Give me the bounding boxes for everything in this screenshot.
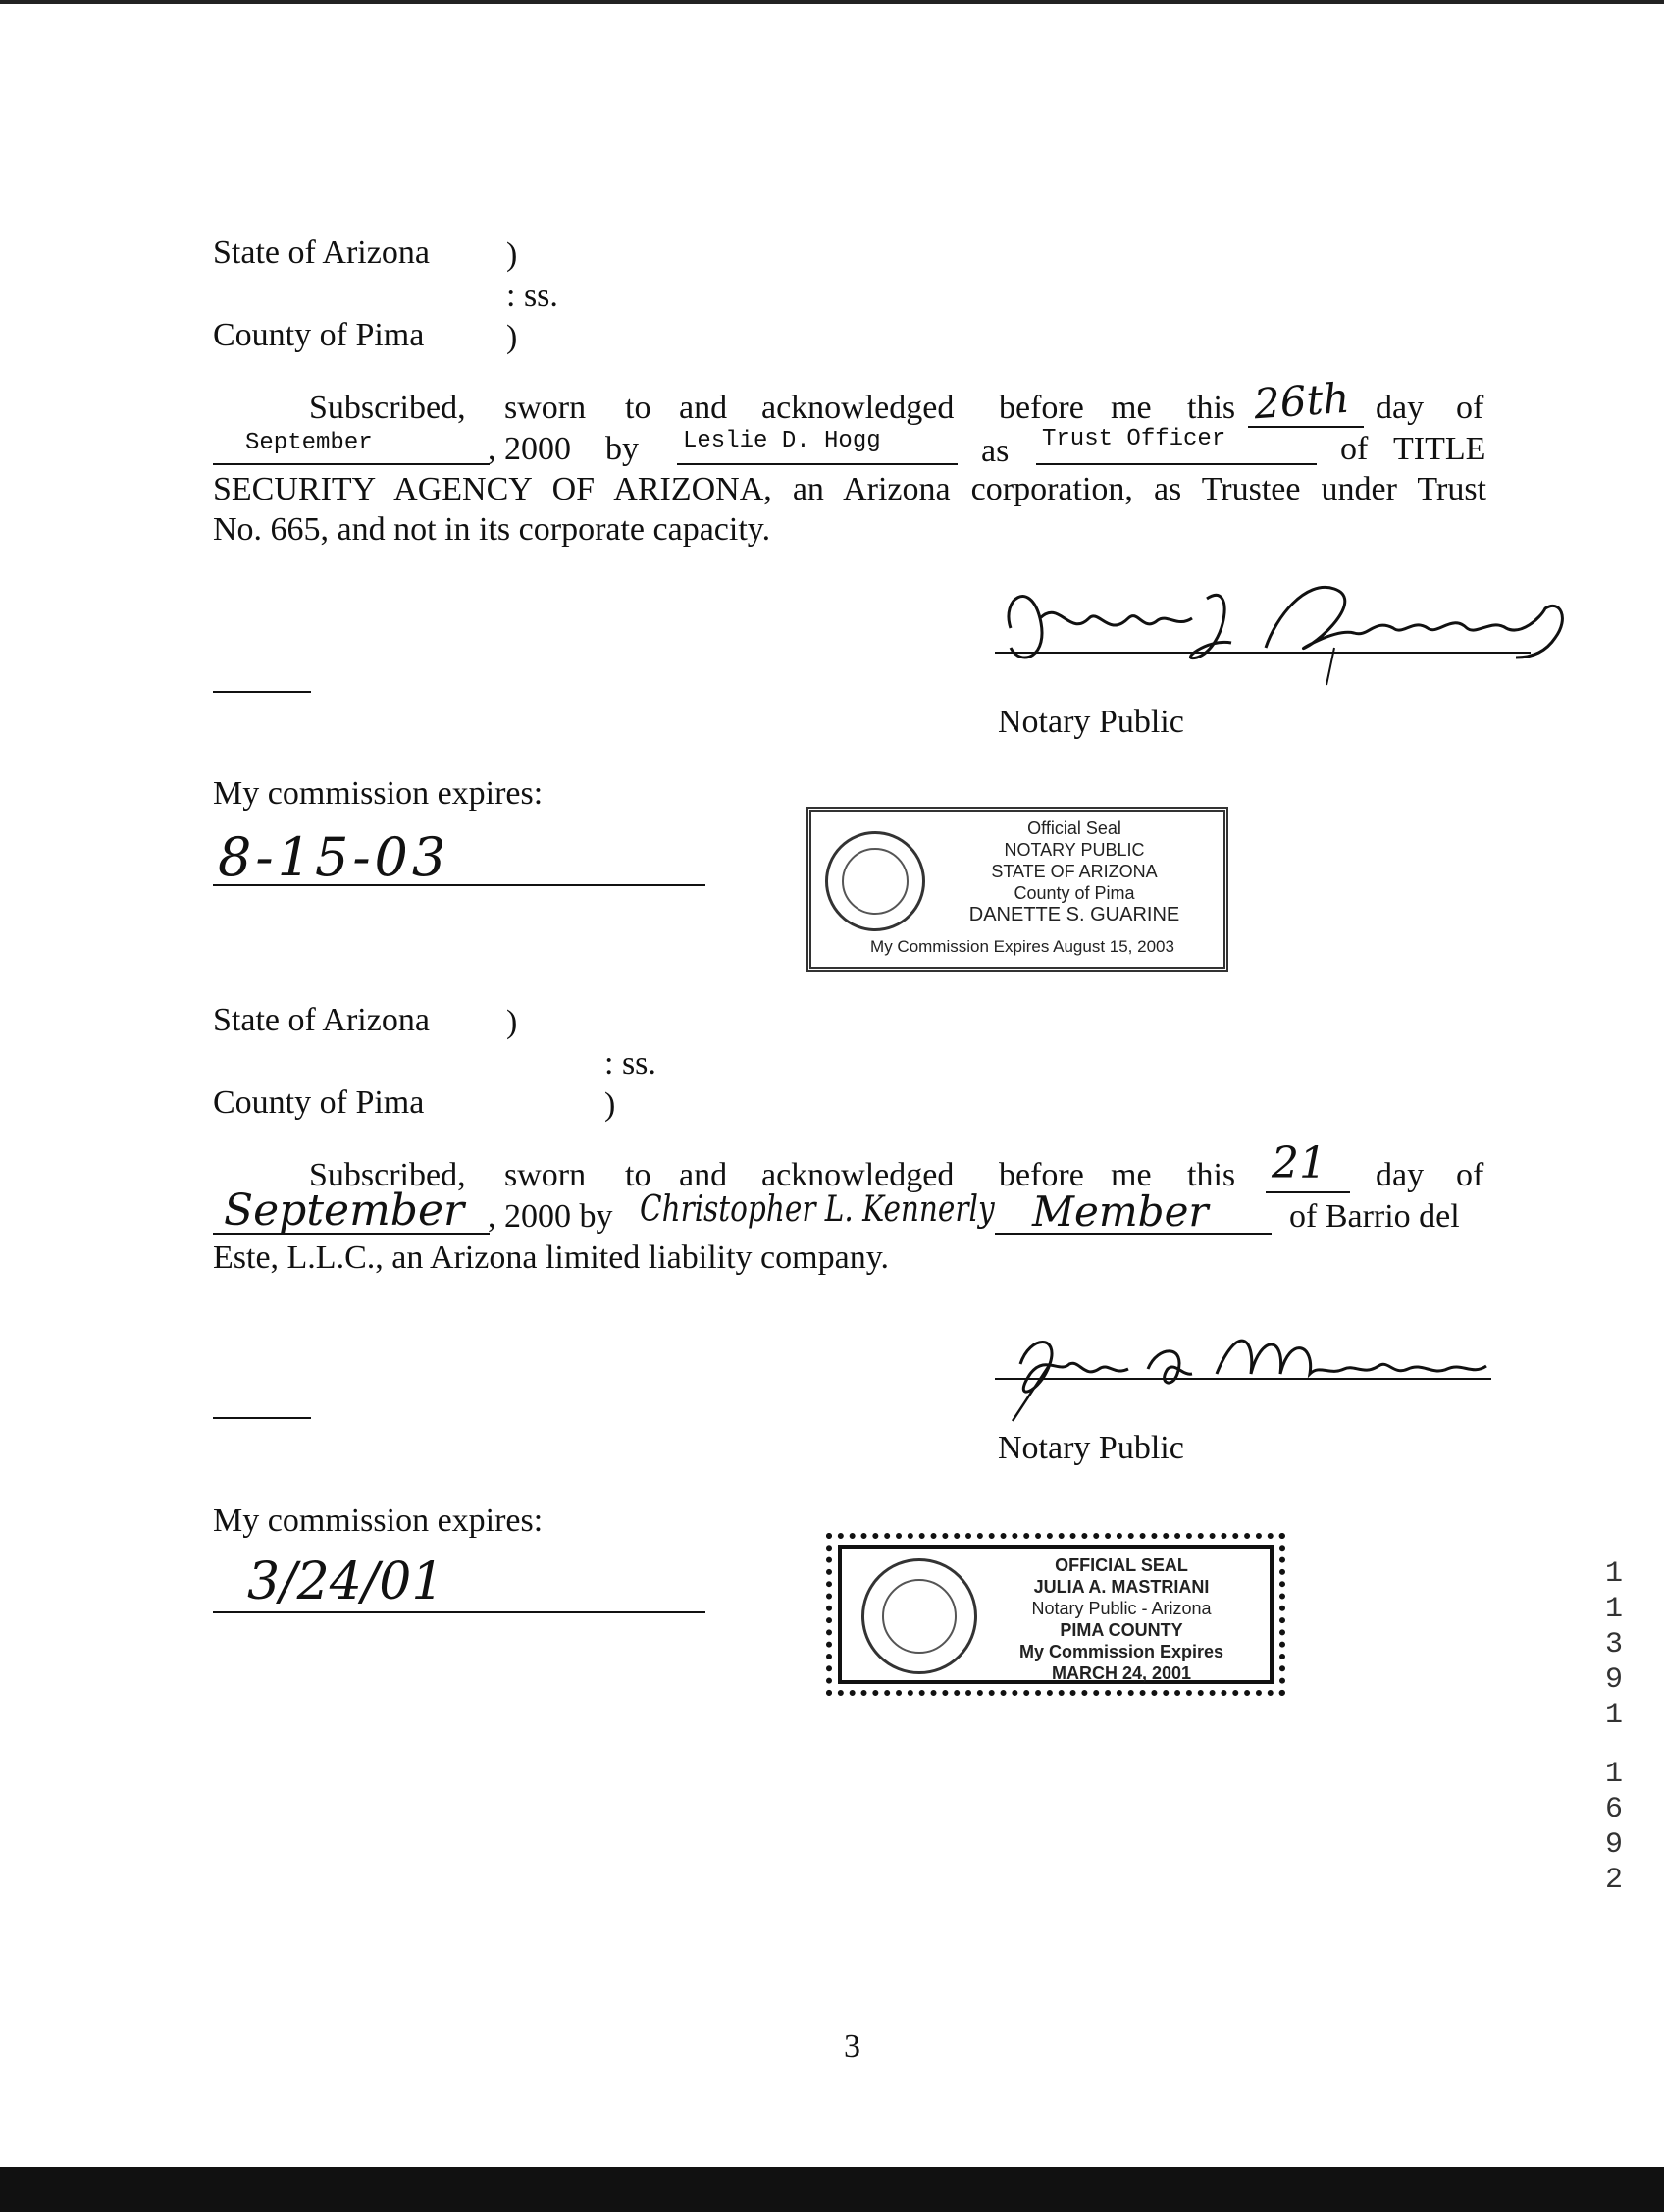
title-underline-1: [1036, 463, 1317, 465]
notary-public-label-2: Notary Public: [998, 1430, 1184, 1466]
word: to: [625, 390, 651, 426]
notary-public-label-1: Notary Public: [998, 704, 1184, 740]
handwritten-role-2: Member: [1032, 1187, 1209, 1236]
handwritten-day-1: 26th: [1252, 373, 1351, 429]
ss-label-2: : ss.: [604, 1045, 656, 1081]
word: Subscribed,: [309, 1157, 466, 1193]
side-digit: 6: [1604, 1793, 1623, 1826]
commission-line-2: [213, 1611, 705, 1613]
typed-month-1: September: [245, 430, 373, 456]
ss-label-1: : ss.: [506, 278, 558, 314]
side-digit: 9: [1604, 1828, 1623, 1862]
signature-line-1: [995, 652, 1531, 654]
word: acknowledged: [761, 1157, 955, 1193]
commission-label-1: My commission expires:: [213, 775, 544, 812]
day-underline-1: [1248, 426, 1364, 428]
word: of: [1456, 390, 1484, 426]
county-label-2: County of Pima: [213, 1084, 425, 1121]
side-recording-number-2: [1599, 1757, 1629, 1898]
seal-line: PIMA COUNTY: [1060, 1620, 1183, 1640]
seal-placeholder-line-1: [213, 691, 311, 693]
seal-line: My Commission Expires: [1018, 1642, 1224, 1661]
notary-seal-1: [806, 807, 1228, 972]
side-digit: 3: [1604, 1628, 1623, 1661]
seal-line: Notary Public - Arizona: [1031, 1599, 1212, 1618]
page-number: 3: [844, 2028, 860, 2065]
word: sworn: [504, 390, 587, 426]
month-underline-2: [213, 1233, 490, 1235]
word: before: [999, 1157, 1084, 1193]
paragraph-line-4: No. 665, and not in its corporate capacity.: [213, 511, 771, 548]
handwritten-day-2: 21: [1272, 1138, 1326, 1188]
side-digit: 1: [1604, 1593, 1623, 1626]
name-underline-1: [677, 463, 958, 465]
word: and: [679, 1157, 728, 1193]
seal-line: County of Pima: [1014, 883, 1135, 903]
commission-label-2: My commission expires:: [213, 1502, 544, 1539]
word: by: [605, 431, 639, 467]
typed-name-1: Leslie D. Hogg: [683, 428, 881, 454]
word: before: [999, 390, 1084, 426]
county-label-1: County of Pima: [213, 317, 425, 353]
side-digit: 1: [1604, 1557, 1623, 1591]
bracket-1b: ): [506, 319, 518, 355]
role-underline-2: [995, 1233, 1272, 1235]
year-1: , 2000: [488, 431, 571, 467]
word: day: [1376, 390, 1425, 426]
paragraph-line-3: SECURITY AGENCY OF ARIZONA, an Arizona corporation, as Trustee under Trust: [213, 471, 1486, 507]
side-digit: 1: [1604, 1699, 1623, 1732]
side-digit: 1: [1604, 1758, 1623, 1791]
seal-line: Official Seal: [1027, 818, 1121, 838]
word: and: [679, 390, 728, 426]
word: me: [1111, 390, 1152, 426]
signature-name-1: [981, 589, 989, 590]
seal-line: MARCH 24, 2001: [1051, 1663, 1192, 1683]
typed-title-1: Trust Officer: [1042, 426, 1226, 452]
signature-graphic-1: [981, 559, 1580, 687]
paragraph-line-3b: Este, L.L.C., an Arizona limited liability company.: [213, 1239, 889, 1276]
side-recording-number-1: [1599, 1556, 1629, 1733]
word: acknowledged: [761, 390, 955, 426]
word: Subscribed,: [309, 390, 466, 426]
day-underline-2: [1266, 1191, 1350, 1193]
seal-line: NOTARY PUBLIC: [1004, 840, 1145, 860]
scan-bottom-edge: [0, 2167, 1664, 2212]
arizona-seal-emblem-icon: [825, 831, 925, 931]
state-label-1: State of Arizona: [213, 235, 430, 271]
word: me: [1111, 1157, 1152, 1193]
handwritten-month-2: September: [224, 1185, 465, 1236]
word: day: [1376, 1157, 1425, 1193]
word: as: [981, 433, 1010, 469]
word: TITLE: [1393, 431, 1486, 467]
word: of: [1340, 431, 1369, 467]
handwritten-name-2: Christopher L. Kennerly: [640, 1189, 995, 1230]
commission-date-1: 8-15-03: [218, 826, 450, 888]
seal-line: JULIA A. MASTRIANI: [1033, 1577, 1210, 1597]
word: of: [1456, 1157, 1484, 1193]
word: to: [625, 1157, 651, 1193]
year-2: , 2000 by: [488, 1198, 613, 1235]
signature-graphic-2: [991, 1315, 1511, 1423]
signature-name-2: [991, 1344, 998, 1345]
arizona-seal-emblem-icon: [861, 1558, 977, 1674]
seal-line: OFFICIAL SEAL: [1055, 1555, 1188, 1575]
word: this: [1187, 1157, 1236, 1193]
paragraph-tail-2: of Barrio del: [1289, 1198, 1460, 1235]
seal-placeholder-line-2: [213, 1417, 311, 1419]
bracket-2b: ): [604, 1086, 616, 1123]
side-digit: 9: [1604, 1663, 1623, 1697]
month-underline-1: [213, 463, 490, 465]
seal-line: STATE OF ARIZONA: [991, 862, 1158, 881]
notary-seal-2: [826, 1533, 1285, 1696]
seal-line: DANETTE S. GUARINE: [968, 904, 1180, 925]
bracket-2a: ): [506, 1004, 518, 1040]
commission-date-2: 3/24/01: [247, 1553, 444, 1611]
bracket-1a: ): [506, 237, 518, 273]
word: sworn: [504, 1157, 587, 1193]
state-label-2: State of Arizona: [213, 1002, 430, 1038]
commission-line-1: [213, 884, 705, 886]
signature-line-2: [995, 1378, 1491, 1380]
side-digit: 2: [1604, 1864, 1623, 1897]
scan-top-edge: [0, 0, 1664, 4]
word: this: [1187, 390, 1236, 426]
seal-line: My Commission Expires August 15, 2003: [870, 937, 1174, 956]
